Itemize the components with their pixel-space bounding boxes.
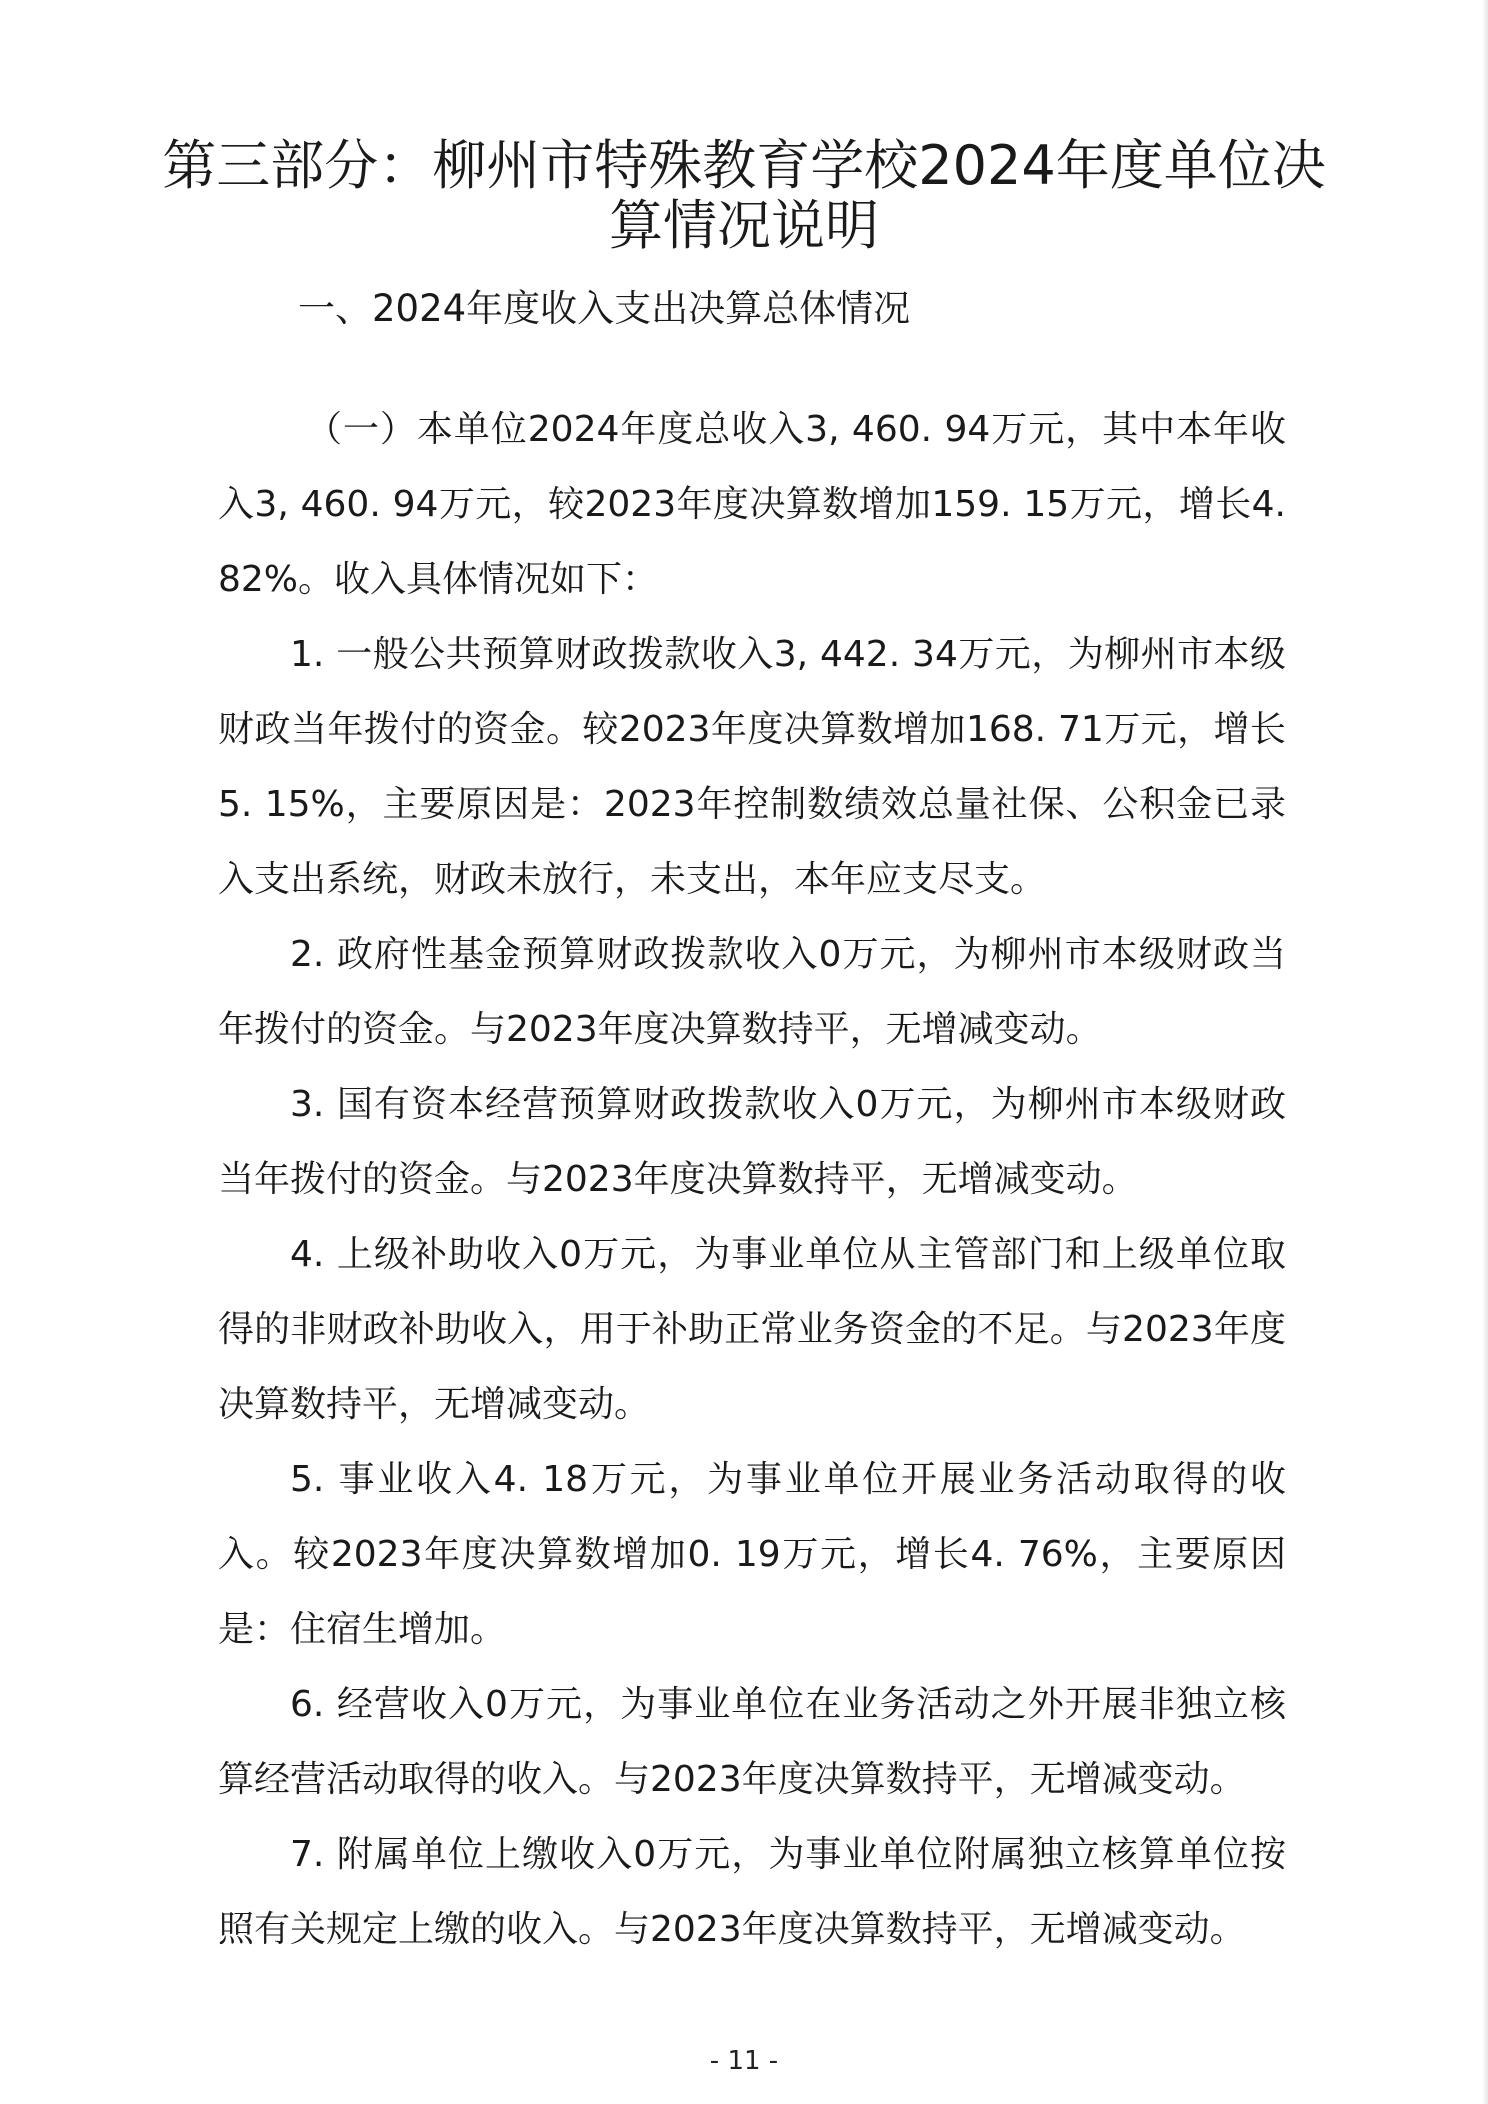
paragraph-operating-income: 6. 经营收入0万元，为事业单位在业务活动之外开展非独立核算经营活动取得的收入。与2023年度决算数持平，无增减变动。 xyxy=(218,1684,1286,1800)
page-edge xyxy=(1482,0,1488,2104)
paragraph-superior-subsidy: 4. 上级补助收入0万元，为事业单位从主管部门和上级单位取得的非财政补助收入，用于补助正常业务资金的不足。与2023年度决算数持平，无增减变动。 xyxy=(218,1234,1286,1425)
paragraph-total-income: （一）本单位2024年度总收入3, 460. 94万元，其中本年收入3, 460. 94万元，较2023年度决算数增加159. 15万元，增长4. 82%。收入具体情况如下： xyxy=(218,409,1286,600)
paragraph-business-income: 5. 事业收入4. 18万元，为事业单位开展业务活动取得的收入。较2023年度决算数增加0. 19万元，增长4. 76%，主要原因是：住宿生增加。 xyxy=(218,1459,1286,1650)
paragraph-affiliated-income: 7. 附属单位上缴收入0万元，为事业单位附属独立核算单位按照有关规定上缴的收入。与2023年度决算数持平，无增减变动。 xyxy=(218,1834,1286,1950)
paragraph-general-budget: 1. 一般公共预算财政拨款收入3, 442. 34万元，为柳州市本级财政当年拨付的资金。较2023年度决算数增加168. 71万元，增长5. 15%，主要原因是：2023年控制数绩效总量社保、公积金已录入支出系统，财政未放行，未支出，本年应支尽支。 xyxy=(218,634,1286,900)
paragraph-state-capital: 3. 国有资本经营预算财政拨款收入0万元，为柳州市本级财政当年拨付的资金。与2023年度决算数持平，无增减变动。 xyxy=(218,1084,1286,1200)
body-text xyxy=(218,392,1286,1967)
page-number: - 11 - xyxy=(709,2046,779,2076)
section-heading: 一、2024年度收入支出决算总体情况 xyxy=(298,287,911,330)
paragraph-government-fund: 2. 政府性基金预算财政拨款收入0万元，为柳州市本级财政当年拨付的资金。与2023年度决算数持平，无增减变动。 xyxy=(218,934,1286,1050)
page-title: 第三部分：柳州市特殊教育学校2024年度单位决算情况说明 xyxy=(162,134,1326,258)
